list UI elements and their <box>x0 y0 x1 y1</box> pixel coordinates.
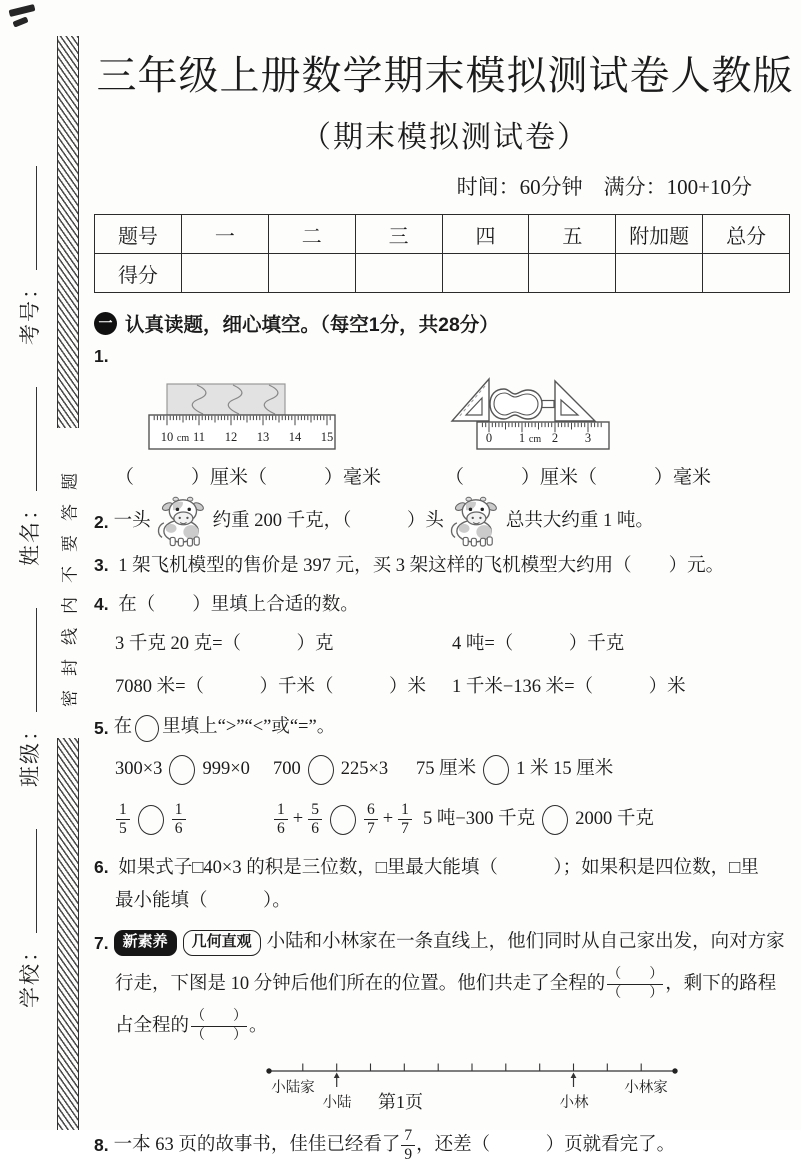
svg-text:10: 10 <box>160 429 174 444</box>
comparison-item <box>423 805 796 835</box>
score-table-cell: 总分 <box>703 215 790 254</box>
question-7 <box>94 929 796 1113</box>
comparison-left: 300×3 <box>115 759 163 780</box>
svg-text:cm: cm <box>176 432 190 444</box>
score-cell-empty <box>268 254 355 293</box>
plus-operator: + <box>292 808 304 829</box>
question-text: 在 <box>113 717 133 738</box>
comparison-left: 5 吨−300 千克 <box>423 808 536 829</box>
name-label: 姓名： <box>18 497 42 566</box>
scan-artifact <box>9 4 36 17</box>
conversion-item: 1 千米−136 米=（ ）米 <box>452 676 686 697</box>
class-label: 班级： <box>18 718 42 787</box>
svg-text:15: 15 <box>320 429 334 444</box>
score-table-cell: 四 <box>442 215 529 254</box>
comparison-circle <box>330 805 356 835</box>
score-cell-empty <box>355 254 442 293</box>
class-blank-line <box>22 608 37 712</box>
score-table-cell: 一 <box>181 215 268 254</box>
score-cell-empty <box>181 254 268 293</box>
score-table-header-row <box>95 215 790 254</box>
score-table-cell: 五 <box>529 215 616 254</box>
score-cell-empty <box>529 254 616 293</box>
ruler-paper-strip-figure <box>147 382 339 454</box>
question-number: 8. <box>94 1135 109 1156</box>
comparison-circle <box>135 715 159 742</box>
svg-text:12: 12 <box>224 429 238 444</box>
question-text: 如果式子□40×3 的积是三位数，□里最大能填（ ）；如果积是四位数，□里 <box>118 857 759 878</box>
question-text: 在（ ）里填上合适的数。 <box>118 595 359 615</box>
question-text: 最小能填（ ）。 <box>115 890 291 911</box>
answer-blank: （ ）厘米（ ）毫米 <box>445 466 712 488</box>
comparison-circle <box>542 805 568 835</box>
question-5 <box>94 714 796 837</box>
question-number: 5. <box>94 718 109 738</box>
comparison-item <box>115 755 273 785</box>
name-field <box>14 387 44 566</box>
comparison-left: 75 厘米 <box>416 759 477 780</box>
question-number: 6. <box>94 856 109 877</box>
cow-icon <box>153 496 211 548</box>
exam-number-field <box>14 166 44 345</box>
svg-text:小林: 小林 <box>559 1094 589 1111</box>
question-4 <box>94 591 796 701</box>
cow-icon <box>446 496 504 548</box>
fraction: $\frac{1}{6}$ <box>172 802 186 838</box>
question-text: 总共大约重 1 吨。 <box>505 511 654 532</box>
score-row-label: 得分 <box>95 254 182 293</box>
school-blank-line <box>22 829 37 933</box>
fraction: $\frac{1}{6}$ <box>274 802 288 838</box>
svg-text:1: 1 <box>518 430 526 445</box>
comparison-right: 999×0 <box>202 759 250 780</box>
class-field <box>14 608 44 787</box>
svg-text:小林家: 小林家 <box>624 1079 668 1096</box>
page-number: 第1页 <box>378 1092 423 1112</box>
time-score-info: 时间：60分钟 满分：100+10分 <box>456 175 752 199</box>
fraction: $\frac{1}{5}$ <box>116 802 130 838</box>
comparison-right: 2000 千克 <box>575 808 654 829</box>
conversion-item: 7080 米=（ ）千米（ ）米 <box>115 676 427 697</box>
set-squares-peanut-figure <box>449 374 615 454</box>
question-number: 1. <box>94 346 109 366</box>
answer-blank: （ ）厘米（ ）毫米 <box>115 466 382 488</box>
comparison-row <box>115 802 796 838</box>
numberline-ticks <box>303 1063 641 1071</box>
question-text: 。 <box>249 1016 268 1037</box>
score-table-cell: 附加题 <box>616 215 703 254</box>
svg-text:14: 14 <box>288 429 302 444</box>
section-number-badge: 一 <box>94 312 117 335</box>
school-label: 学校： <box>18 939 42 1008</box>
comparison-circle <box>483 755 509 785</box>
score-cell-empty <box>703 254 790 293</box>
blank-fraction: （ ） （ ） <box>191 1008 247 1045</box>
question-1 <box>94 343 796 492</box>
blank-fraction: （ ） （ ） <box>607 966 663 1003</box>
score-table-score-row <box>95 254 790 293</box>
position-arrow <box>571 1072 577 1078</box>
svg-text:2: 2 <box>551 430 559 445</box>
student-id-fields <box>14 145 44 1029</box>
question-text: ，还差（ ）页就看完了。 <box>416 1134 676 1155</box>
question-2 <box>94 502 796 542</box>
score-table <box>94 214 790 293</box>
question-text: ，剩下的路程 <box>665 973 777 994</box>
question-text: 里填上“>”“<”或“=”。 <box>162 717 336 738</box>
conversion-item: 3 千克 20 克=（ ）克 <box>115 633 334 654</box>
question-1-figures <box>147 374 796 454</box>
comparison-right: 225×3 <box>340 759 389 780</box>
score-table-cell: 二 <box>268 215 355 254</box>
question-8 <box>94 1128 796 1163</box>
comparison-circle <box>308 755 334 785</box>
question-text: 一头 <box>113 511 151 532</box>
question-4-items <box>115 631 796 702</box>
question-text: 一本 63 页的故事书，佳佳已经看了 <box>113 1134 401 1155</box>
question-number: 4. <box>94 594 109 614</box>
question-number: 7. <box>94 932 109 953</box>
comparison-right: 1 米 15 厘米 <box>516 759 614 780</box>
conversion-item: 4 吨=（ ）千克 <box>452 633 625 654</box>
question-6 <box>94 852 796 919</box>
question-number: 3. <box>94 555 109 576</box>
svg-text:3: 3 <box>584 430 592 445</box>
svg-text:小陆家: 小陆家 <box>271 1079 315 1096</box>
school-field <box>14 829 44 1008</box>
comparison-item <box>416 755 796 785</box>
svg-text:小陆: 小陆 <box>322 1094 352 1111</box>
score-table-cell: 题号 <box>95 215 182 254</box>
question-text: 占全程的 <box>115 1016 190 1037</box>
score-table-cell: 三 <box>355 215 442 254</box>
comparison-item <box>115 802 273 838</box>
fraction: $\frac{7}{9}$ <box>401 1128 415 1163</box>
question-text: 小陆和小林家在一条直线上，他们同时从自己家出发，向对方家 <box>266 932 785 953</box>
svg-text:11: 11 <box>192 429 206 444</box>
fraction: $\frac{6}{7}$ <box>364 802 378 838</box>
question-text: 1 架飞机模型的售价是 397 元，买 3 架这样的飞机模型大约用（ ）元。 <box>118 556 725 577</box>
exam-number-blank-line <box>22 166 37 270</box>
comparison-row <box>115 755 796 785</box>
fraction: $\frac{1}{7}$ <box>398 802 412 838</box>
question-3 <box>94 552 796 581</box>
comparison-circle <box>169 755 195 785</box>
score-cell-empty <box>616 254 703 293</box>
section-heading-text: 认真读题，细心填空。（每空1分，共28分） <box>125 314 499 336</box>
seal-line-notice: 密封线内不要答题 <box>54 428 83 738</box>
section-one-heading <box>94 309 796 337</box>
svg-text:0: 0 <box>485 430 493 445</box>
comparison-item <box>273 802 423 838</box>
comparison-item <box>273 755 416 785</box>
geometric-intuition-badge: 几何直观 <box>183 930 261 956</box>
svg-text:cm: cm <box>528 433 542 445</box>
question-1-answer-blanks <box>115 464 796 493</box>
scan-artifact <box>12 16 28 27</box>
position-arrow <box>334 1072 340 1078</box>
question-text: 约重 200 千克，（ ）头 <box>212 511 444 532</box>
question-number: 2. <box>94 512 109 533</box>
comparison-left: 700 <box>273 759 301 780</box>
name-blank-line <box>22 387 37 491</box>
fraction: $\frac{5}{6}$ <box>308 802 322 838</box>
comparison-circle <box>138 805 164 835</box>
new-literacy-badge: 新素养 <box>114 930 177 956</box>
question-text: 行走，下图是 10 分钟后他们所在的位置。他们共走了全程的 <box>115 973 606 994</box>
paper-content <box>94 0 796 1163</box>
paper-subtitle: （期末模拟测试卷） <box>301 121 589 154</box>
score-cell-empty <box>442 254 529 293</box>
svg-text:13: 13 <box>256 429 270 444</box>
binding-seal-strip <box>57 36 79 1130</box>
paper-title: 三年级上册数学期末模拟测试卷人教版 <box>96 53 794 98</box>
plus-operator: + <box>382 808 394 829</box>
exam-number-label: 考号： <box>18 276 42 345</box>
